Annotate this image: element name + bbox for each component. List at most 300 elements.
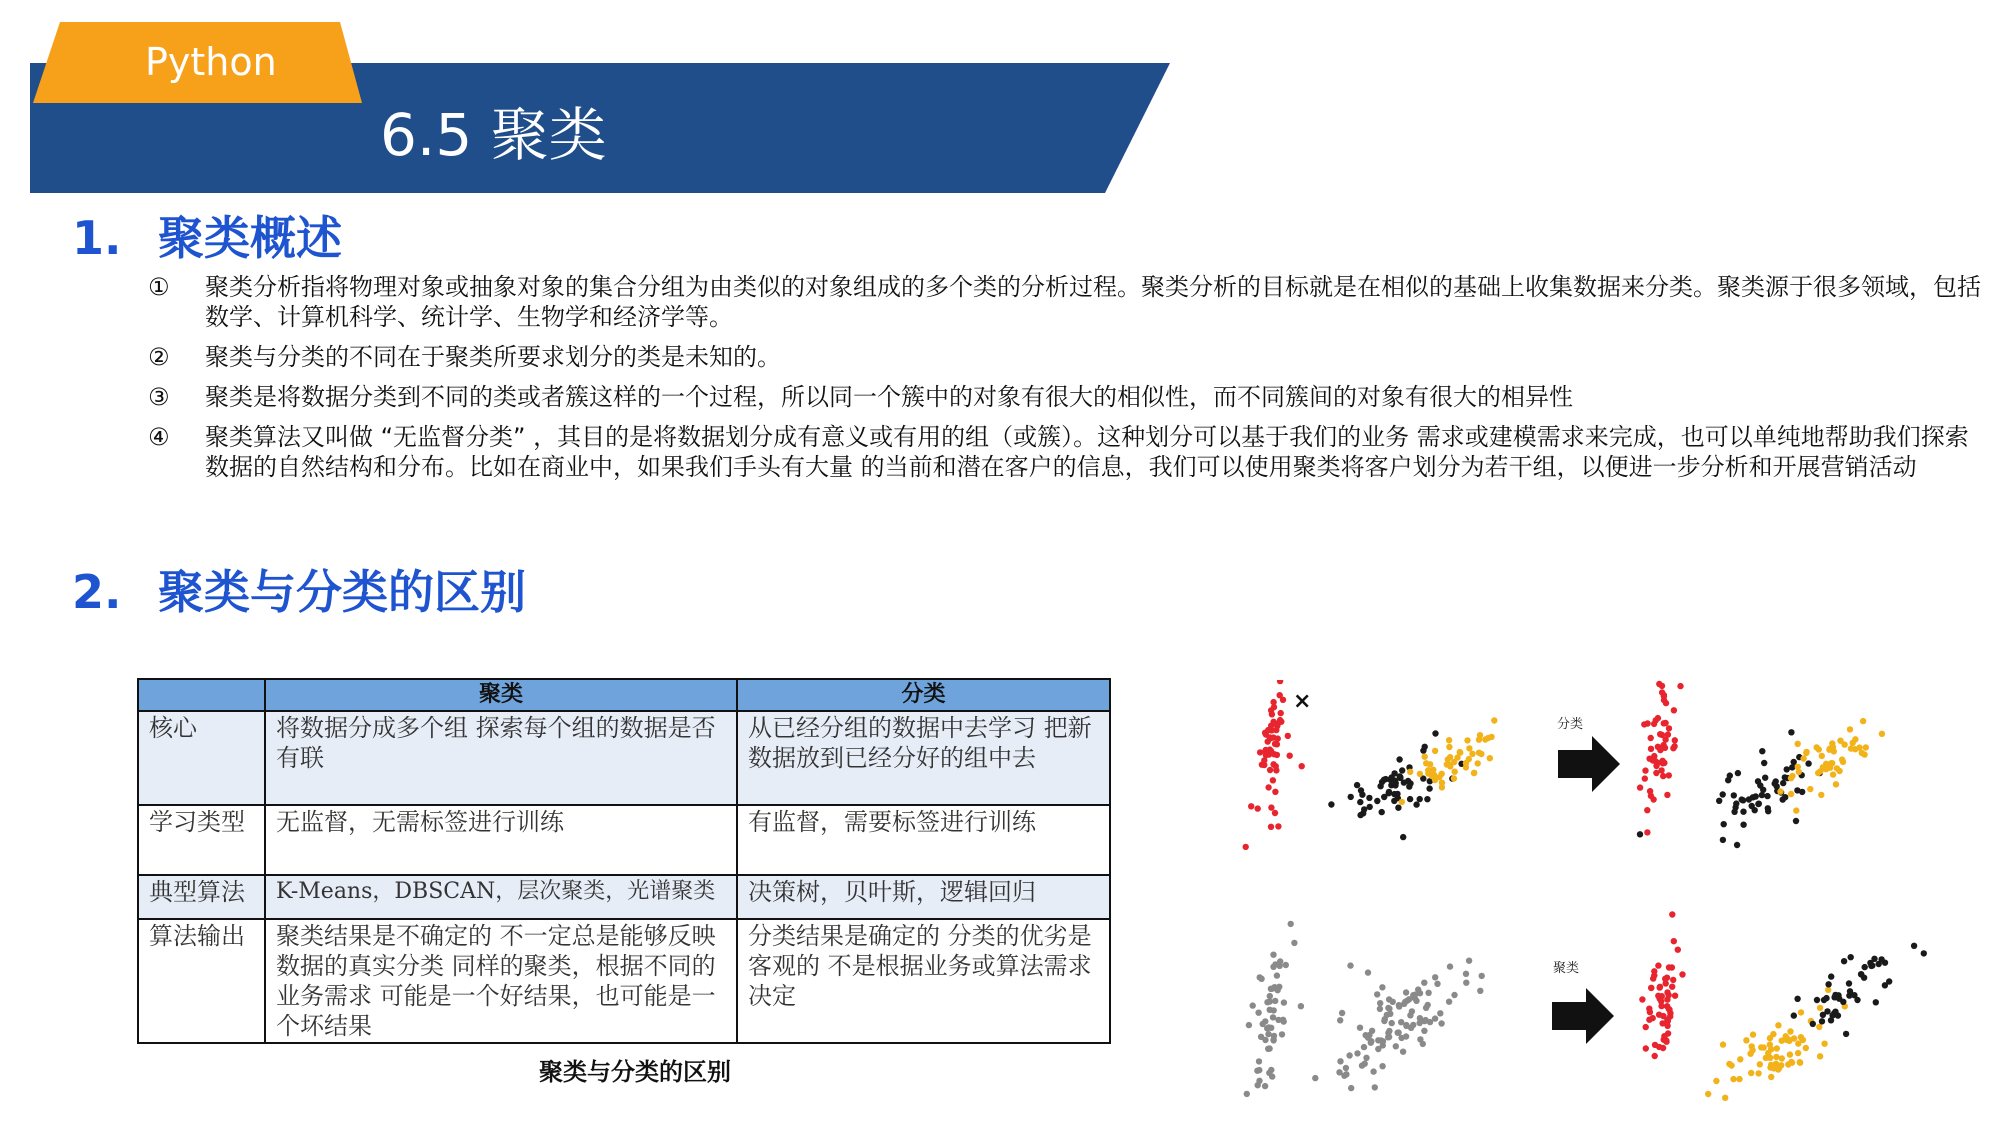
scatter-point	[1377, 1006, 1383, 1012]
scatter-point	[1423, 1005, 1429, 1011]
scatter-point	[1642, 775, 1648, 781]
section-2-number: 2.	[72, 565, 122, 619]
scatter-point	[1825, 987, 1831, 993]
scatter-point	[1651, 972, 1657, 978]
scatter-point	[1648, 985, 1654, 991]
classify-cell: 分类结果是确定的 分类的优劣是客观的 不是根据业务或算法需求决定	[737, 919, 1110, 1043]
scatter-point	[1275, 1017, 1281, 1023]
scatter-point	[1665, 731, 1671, 737]
scatter-point	[1479, 973, 1485, 979]
scatter-point	[1261, 757, 1267, 763]
scatter-point	[1672, 993, 1678, 999]
scatter-point	[1439, 784, 1445, 790]
python-tag: Python	[145, 40, 277, 84]
scatter-point	[1391, 798, 1397, 804]
scatter-point	[1359, 1062, 1365, 1068]
scatter-point	[1417, 796, 1423, 802]
scatter-point	[1487, 755, 1493, 761]
scatter-point	[1720, 1041, 1726, 1047]
scatter-point	[1457, 749, 1463, 755]
scatter-point	[1671, 707, 1677, 713]
scatter-point	[1656, 1044, 1662, 1050]
scatter-point	[1734, 842, 1740, 848]
scatter-point	[1279, 1031, 1285, 1037]
scatter-point	[1840, 759, 1846, 765]
scatter-point	[1463, 764, 1469, 770]
scatter-point	[1268, 1067, 1274, 1073]
scatter-point	[1752, 807, 1758, 813]
table-header-cell: 聚类	[265, 679, 737, 711]
scatter-point	[1669, 984, 1675, 990]
scatter-point	[1432, 730, 1438, 736]
scatter-point	[1410, 1022, 1416, 1028]
scatter-point	[1451, 992, 1457, 998]
arrow-label: 分类	[1556, 717, 1584, 732]
scatter-point	[1878, 956, 1884, 962]
scatter-point	[1847, 988, 1853, 994]
scatter-point	[1785, 1061, 1791, 1067]
scatter-point	[1268, 804, 1274, 810]
scatter-point	[1656, 1012, 1662, 1018]
scatter-point	[1274, 972, 1280, 978]
top-right-panel	[1637, 680, 1885, 848]
scatter-point	[1368, 1038, 1374, 1044]
scatter-point	[1425, 767, 1431, 773]
scatter-point	[1800, 1037, 1806, 1043]
scatter-point	[1372, 1084, 1378, 1090]
scatter-point	[1677, 683, 1683, 689]
scatter-point	[1637, 784, 1643, 790]
cluster-cell: K-Means，DBSCAN，层次聚类，光谱聚类	[265, 875, 737, 919]
scatter-point	[1357, 799, 1363, 805]
scatter-point	[1663, 980, 1669, 986]
scatter-point	[1417, 1036, 1423, 1042]
scatter-point	[1367, 804, 1373, 810]
scatter-point	[1410, 992, 1416, 998]
list-item	[148, 342, 1988, 372]
scatter-point	[1275, 823, 1281, 829]
scatter-point	[1666, 725, 1672, 731]
scatter-point	[1343, 1065, 1349, 1071]
scatter-point	[1817, 1053, 1823, 1059]
scatter-point	[1833, 781, 1839, 787]
scatter-point	[1463, 980, 1469, 986]
scatter-point	[1424, 796, 1430, 802]
scatter-point	[1777, 788, 1783, 794]
scatter-point	[1667, 1013, 1673, 1019]
scatter-point	[1265, 1031, 1271, 1037]
scatter-point	[1788, 791, 1794, 797]
scatter-point	[1380, 1042, 1386, 1048]
scatter-point	[1798, 1009, 1804, 1015]
scatter-point	[1761, 760, 1767, 766]
scatter-point	[1794, 787, 1800, 793]
scatter-point	[1258, 1034, 1264, 1040]
item-marker: ②	[148, 343, 170, 371]
scatter-point	[1432, 1015, 1438, 1021]
scatter-point	[1764, 793, 1770, 799]
scatter-point	[1782, 774, 1788, 780]
scatter-point	[1782, 794, 1788, 800]
scatter-point	[1379, 984, 1385, 990]
scatter-point	[1803, 750, 1809, 756]
scatter-point	[1817, 768, 1823, 774]
scatter-point	[1277, 958, 1283, 964]
scatter-point	[1400, 1049, 1406, 1055]
scatter-point	[1273, 727, 1279, 733]
scatter-point	[1421, 980, 1427, 986]
scatter-point	[1810, 1021, 1816, 1027]
scatter-point	[1270, 699, 1276, 705]
scatter-point	[1390, 999, 1396, 1005]
scatter-point	[1825, 981, 1831, 987]
scatter-point	[1395, 805, 1401, 811]
scatter-point	[1377, 1000, 1383, 1006]
scatter-point	[1417, 771, 1423, 777]
section-2-title: 聚类与分类的区别	[158, 565, 526, 619]
scatter-point	[1446, 737, 1452, 743]
scatter-point	[1755, 1070, 1761, 1076]
scatter-point	[1298, 1003, 1304, 1009]
scatter-point	[1270, 1037, 1276, 1043]
scatter-point	[1256, 1058, 1262, 1064]
scatter-point	[1911, 943, 1917, 949]
scatter-point	[1762, 775, 1768, 781]
scatter-point	[1262, 1083, 1268, 1089]
scatter-point	[1254, 1068, 1260, 1074]
scatter-point	[1358, 787, 1364, 793]
table-row	[138, 805, 1110, 875]
scatter-point	[1788, 775, 1794, 781]
scatter-point	[1446, 999, 1452, 1005]
scatter-point	[1312, 1075, 1318, 1081]
scatter-point	[1417, 1020, 1423, 1026]
scatter-point	[1767, 1035, 1773, 1041]
scatter-point	[1478, 751, 1484, 757]
right-arrow-icon	[1552, 988, 1614, 1044]
scatter-point	[1274, 741, 1280, 747]
header-banner	[0, 0, 2000, 200]
scatter-point	[1789, 764, 1795, 770]
bottom-right-panel	[1639, 911, 1927, 1101]
cluster-cell: 聚类结果是不确定的 不一定总是能够反映数据的真实分类 同样的聚类，根据不同的业务需求 可能是一个好结果，也可能是一个坏结果	[265, 919, 737, 1043]
scatter-point	[1735, 770, 1741, 776]
item-marker: ①	[148, 273, 170, 301]
scatter-point	[1862, 964, 1868, 970]
section-1-number: 1.	[72, 211, 122, 265]
scatter-point	[1354, 1050, 1360, 1056]
scatter-point	[1720, 837, 1726, 843]
page-title: 6.5 聚类	[380, 101, 607, 169]
scatter-point	[1803, 1045, 1809, 1051]
scatter-point	[1425, 990, 1431, 996]
scatter-point	[1267, 767, 1273, 773]
list-item	[148, 422, 1988, 482]
scatter-point	[1780, 780, 1786, 786]
scatter-point	[1858, 971, 1864, 977]
scatter-point	[1655, 962, 1661, 968]
scatter-point	[1451, 775, 1457, 781]
table-row	[138, 711, 1110, 805]
scatter-point	[1886, 978, 1892, 984]
scatter-point	[1361, 1044, 1367, 1050]
table-row	[138, 875, 1110, 919]
scatter-point	[1421, 1028, 1427, 1034]
scatter-point	[1397, 775, 1403, 781]
scatter-point	[1788, 729, 1794, 735]
scatter-point	[1816, 746, 1822, 752]
scatter-point	[1873, 999, 1879, 1005]
scatter-point	[1413, 801, 1419, 807]
scatter-point	[1287, 753, 1293, 759]
scatter-point	[1422, 744, 1428, 750]
scatter-point	[1800, 755, 1806, 761]
scatter-point	[1271, 1007, 1277, 1013]
scatter-point	[1407, 796, 1413, 802]
scatter-point	[1272, 810, 1278, 816]
table-header-cell	[138, 679, 265, 711]
scatter-point	[1819, 753, 1825, 759]
scatter-point	[1743, 1037, 1749, 1043]
scatter-point	[1771, 1065, 1777, 1071]
scatter-point	[1850, 740, 1856, 746]
scatter-point	[1846, 980, 1852, 986]
scatter-point	[1361, 806, 1367, 812]
scatter-point	[1807, 786, 1813, 792]
scatter-point	[1784, 766, 1790, 772]
scatter-point	[1366, 1032, 1372, 1038]
comparison-table	[137, 678, 1111, 1044]
scatter-point	[1386, 1028, 1392, 1034]
scatter-point	[1644, 829, 1650, 835]
scatter-point	[1658, 767, 1664, 773]
scatter-point	[1830, 771, 1836, 777]
cluster-cell: 将数据分成多个组 探索每个组的数据是否有联	[265, 711, 737, 805]
scatter-point	[1795, 1050, 1801, 1056]
scatter-point	[1393, 1043, 1399, 1049]
scatter-point	[1773, 778, 1779, 784]
scatter-point	[1268, 824, 1274, 830]
scatter-point	[1660, 773, 1666, 779]
scatter-point	[1661, 692, 1667, 698]
scatter-point	[1663, 700, 1669, 706]
scatter-point	[1675, 947, 1681, 953]
scatter-point	[1652, 1053, 1658, 1059]
scatter-point	[1856, 744, 1862, 750]
scatter-point	[1379, 1063, 1385, 1069]
scatter-point	[1722, 1095, 1728, 1101]
scatter-point	[1860, 718, 1866, 724]
scatter-point	[1787, 1051, 1793, 1057]
scatter-point	[1434, 981, 1440, 987]
scatter-point	[1679, 971, 1685, 977]
scatter-point	[1446, 762, 1452, 768]
scatter-point	[1669, 964, 1675, 970]
scatter-point	[1475, 760, 1481, 766]
scatter-point	[1768, 1074, 1774, 1080]
scatter-point	[1389, 1020, 1395, 1026]
scatter-point	[1847, 726, 1853, 732]
scatter-point	[1381, 777, 1387, 783]
scatter-point	[1731, 792, 1737, 798]
right-arrow-icon	[1558, 736, 1620, 792]
scatter-point	[1669, 911, 1675, 917]
scatter-point	[1413, 998, 1419, 1004]
scatter-point	[1466, 756, 1472, 762]
scatter-point	[1477, 988, 1483, 994]
scatter-point	[1760, 787, 1766, 793]
scatter-point	[1657, 984, 1663, 990]
scatter-point	[1730, 1076, 1736, 1082]
scatter-point	[1269, 986, 1275, 992]
section-2-heading	[72, 564, 526, 620]
scatter-point	[1843, 1031, 1849, 1037]
scatter-point	[1375, 1037, 1381, 1043]
scatter-point	[1661, 720, 1667, 726]
list-item	[148, 272, 1988, 332]
scatter-point	[1836, 768, 1842, 774]
cluster-cell: 无监督，无需标签进行训练	[265, 805, 737, 875]
scatter-point	[1805, 760, 1811, 766]
scatter-point	[1740, 822, 1746, 828]
bottom-left-panel	[1244, 921, 1485, 1097]
scatter-point	[1787, 1028, 1793, 1034]
scatter-point	[1277, 717, 1283, 723]
scatter-point	[1648, 793, 1654, 799]
scatter-point	[1423, 760, 1429, 766]
item-text: 聚类与分类的不同在于聚类所要求划分的类是未知的。	[205, 343, 781, 371]
scatter-point	[1272, 998, 1278, 1004]
scatter-point	[1637, 831, 1643, 837]
scatter-point	[1299, 763, 1305, 769]
scatter-point	[1814, 997, 1820, 1003]
scatter-point	[1737, 1056, 1743, 1062]
scatter-point	[1285, 733, 1291, 739]
scatter-point	[1274, 752, 1280, 758]
scatter-point	[1648, 746, 1654, 752]
scatter-point	[1269, 711, 1275, 717]
scatter-point	[1748, 1070, 1754, 1076]
scatter-point	[1432, 974, 1438, 980]
scatter-point	[1262, 730, 1268, 736]
scatter-point	[1337, 1017, 1343, 1023]
scatter-point	[1277, 680, 1283, 684]
scatter-point	[1485, 735, 1491, 741]
scatter-point	[1477, 732, 1483, 738]
item-marker: ④	[148, 423, 170, 451]
scatter-point	[1268, 723, 1274, 729]
scatter-point	[1644, 807, 1650, 813]
scatter-point	[1386, 1006, 1392, 1012]
scatter-point	[1641, 721, 1647, 727]
scatter-point	[1354, 782, 1360, 788]
scatter-point	[1642, 767, 1648, 773]
scatter-point	[1829, 740, 1835, 746]
table-row	[138, 919, 1110, 1043]
scatter-point	[1281, 999, 1287, 1005]
scatter-point	[1863, 744, 1869, 750]
scatter-point	[1288, 921, 1294, 927]
scatter-point	[1258, 976, 1264, 982]
scatter-point	[1740, 809, 1746, 815]
scatter-point	[1381, 794, 1387, 800]
scatter-point	[1861, 751, 1867, 757]
scatter-point	[1795, 741, 1801, 747]
top-left-panel	[1243, 680, 1498, 850]
scatter-point	[1840, 999, 1846, 1005]
scatter-point	[1337, 1058, 1343, 1064]
scatter-point	[1879, 731, 1885, 737]
scatter-point	[1774, 1045, 1780, 1051]
scatter-point	[1409, 1008, 1415, 1014]
item-text: 聚类算法又叫做 “无监督分类” ，其目的是将数据划分成有意义或有用的组（或簇）。这种划分可以基于我们的业务 需求或建模需求来完成，也可以单纯地帮助我们探索数据的自然结构和分布。比如在商业中，如果我们手头有大量 的当前和潜在客户的信息，我们可以使用聚类将客户划分为若干组，以便进一步分析和开展营销活动	[205, 423, 1969, 481]
item-text: 聚类是将数据分类到不同的类或者簇这样的一个过程，所以同一个簇中的对象有很大的相似性，而不同簇间的对象有很大的相异性	[205, 383, 1573, 411]
scatter-point	[1657, 731, 1663, 737]
scatter-point	[1643, 1045, 1649, 1051]
scatter-point	[1670, 977, 1676, 983]
scatter-point	[1438, 1020, 1444, 1026]
scatter-point	[1658, 1003, 1664, 1009]
scatter-point	[1341, 1073, 1347, 1079]
scatter-point	[1471, 770, 1477, 776]
scatter-point	[1768, 1046, 1774, 1052]
scatter-point	[1755, 778, 1761, 784]
table-header-cell: 分类	[737, 679, 1110, 711]
scatter-point	[1398, 1035, 1404, 1041]
scatter-point	[1270, 952, 1276, 958]
scatter-point	[1826, 747, 1832, 753]
scatter-point	[1291, 940, 1297, 946]
scatter-point	[1828, 973, 1834, 979]
scatter-point	[1422, 1017, 1428, 1023]
scatter-point	[1848, 954, 1854, 960]
scatter-point	[1407, 769, 1413, 775]
scatter-point	[1357, 812, 1363, 818]
scatter-point	[1273, 763, 1279, 769]
scatter-point	[1464, 737, 1470, 743]
scatter-point	[1732, 804, 1738, 810]
scatter-point	[1264, 999, 1270, 1005]
scatter-point	[1272, 789, 1278, 795]
scatter-point	[1841, 958, 1847, 964]
section-1-title: 聚类概述	[158, 211, 342, 265]
scatter-point	[1821, 997, 1827, 1003]
scatter-point	[1657, 996, 1663, 1002]
scatter-point	[1248, 803, 1254, 809]
scatter-point	[1763, 1055, 1769, 1061]
scatter-point	[1348, 1085, 1354, 1091]
scatter-point	[1793, 807, 1799, 813]
scatter-point	[1921, 950, 1927, 956]
scatter-point	[1399, 799, 1405, 805]
scatter-point	[1819, 1018, 1825, 1024]
scatter-point	[1403, 989, 1409, 995]
row-label: 典型算法	[138, 875, 265, 919]
scatter-point	[1244, 1091, 1250, 1097]
scatter-point	[1816, 1024, 1822, 1030]
scatter-point	[1432, 748, 1438, 754]
scatter-point	[1399, 767, 1405, 773]
scatter-point	[1765, 805, 1771, 811]
scatter-point	[1381, 1018, 1387, 1024]
scatter-point	[1755, 801, 1761, 807]
scatter-point	[1759, 792, 1765, 798]
classify-arrow	[1557, 716, 1620, 792]
scatter-point	[1266, 1045, 1272, 1051]
scatter-point	[1346, 1052, 1352, 1058]
scatter-point	[1278, 710, 1284, 716]
scatter-point	[1758, 1044, 1764, 1050]
